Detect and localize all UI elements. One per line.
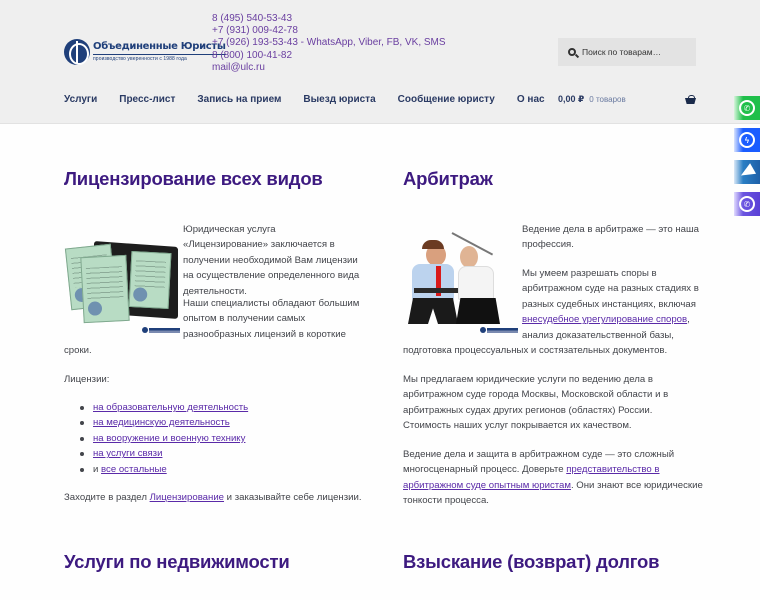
- license-link-weapons[interactable]: на вооружение и военную технику: [93, 432, 246, 444]
- site-logo[interactable]: [64, 38, 226, 66]
- telegram-button[interactable]: [734, 160, 760, 184]
- site-header: [0, 0, 760, 124]
- figure-shirt: [412, 264, 454, 300]
- image-watermark-logo: [142, 326, 180, 334]
- list-item: [80, 431, 248, 446]
- licensing-section-link[interactable]: Лицензирование: [149, 492, 225, 503]
- arbitrage-image: [406, 226, 518, 334]
- arbitrage-paragraph-3: Мы предлагаем юридические услуги по ведению дела в арбитражном суде города Москвы, Московской области и в арбитражных судах других регионов (областях) России. Стоимость наших услуг покрывается их качеством.: [403, 374, 669, 432]
- arbitrage-paragraph-1: Ведение дела в арбитраже — это наша профессия.: [522, 224, 699, 251]
- figure-head: [460, 246, 478, 268]
- figure-gi: [458, 266, 494, 300]
- logo-mark-icon: [64, 39, 90, 65]
- licensing-paragraph-2: Наши специалисты обладают большим опытом в получении самых разнообразных лицензий в короткие: [183, 298, 360, 340]
- cart-widget[interactable]: [558, 94, 696, 105]
- list-item: [80, 446, 248, 461]
- text-span: Мы умеем разрешать споры в арбитражном суде на разных стадиях в разных судебных инстанциях, включая: [522, 268, 699, 310]
- whatsapp-button[interactable]: [734, 96, 760, 120]
- logo-title: Объединенные Юристы: [93, 41, 226, 55]
- arbitrage-heading: Арбитраж: [403, 168, 493, 189]
- arbitrage-paragraph-4: [403, 447, 703, 509]
- search-icon[interactable]: [568, 48, 576, 56]
- whatsapp-icon: ✆: [739, 100, 755, 116]
- text-span: анализ доказательственной базы,: [522, 329, 674, 341]
- text-span: и заказывайте себе лицензии.: [224, 492, 362, 503]
- rifle-shape: [414, 288, 462, 293]
- text-span: Заходите в раздел: [64, 492, 150, 503]
- email-link[interactable]: mail@ulc.ru: [212, 61, 265, 73]
- licensing-paragraph-1: Юридическая услуга «Лицензирование» заключается в получении необходимой Вам лицензии на осуществление определенного вида деятельности.: [183, 224, 360, 297]
- search-input[interactable]: [582, 47, 692, 57]
- text-span: Ведение дела и защита в арбитражном суде — это сложный многосценарный процесс. Доверьте: [403, 449, 675, 476]
- phone-1[interactable]: 8 (495) 540-53-43: [212, 13, 293, 24]
- list-item: [80, 462, 248, 477]
- out-of-court-link[interactable]: внесудебное урегулирование споров: [522, 314, 688, 326]
- viber-button[interactable]: [734, 192, 760, 216]
- nav-item-about[interactable]: О нас: [516, 94, 545, 105]
- basket-icon[interactable]: [685, 95, 696, 104]
- representation-link[interactable]: представительство в арбитражном суде опытным юристам: [403, 464, 660, 491]
- nav-item-message[interactable]: Сообщение юристу: [397, 94, 495, 105]
- arbitrage-paragraph-2-end: подготовка процессуальных и состязательных документов.: [403, 345, 668, 356]
- contact-list: [212, 13, 446, 74]
- licenses-list: [80, 400, 248, 477]
- text-span: ,: [687, 314, 690, 326]
- viber-icon: ✆: [739, 196, 755, 212]
- nav-item-services[interactable]: Услуги: [64, 94, 98, 105]
- license-link-education[interactable]: на образовательную деятельность: [93, 402, 249, 413]
- licenses-label: Лицензии:: [64, 374, 110, 385]
- figure-pants: [408, 298, 458, 324]
- telegram-icon: [738, 163, 756, 180]
- figure-hakama: [456, 298, 500, 324]
- nav-item-lawyer-visit[interactable]: Выезд юриста: [303, 94, 376, 105]
- list-item: [80, 415, 248, 430]
- cart-count: 0 товаров: [589, 95, 626, 104]
- real-estate-heading: Услуги по недвижимости: [64, 551, 290, 572]
- debt-collection-heading: Взыскание (возврат) долгов: [403, 551, 660, 572]
- logo-subtitle: производство уверенности с 1988 года: [93, 56, 187, 62]
- main-nav: [64, 94, 567, 105]
- licensing-paragraph-2-end: сроки.: [64, 345, 92, 356]
- doc-shape: [80, 255, 129, 323]
- license-link-telecom[interactable]: на услуги связи: [93, 448, 163, 460]
- phone-2[interactable]: +7 (931) 009-42-78: [212, 25, 298, 37]
- messenger-button[interactable]: [734, 128, 760, 152]
- phone-3[interactable]: +7 (926) 193-53-43 - WhatsApp, Viber, FB, VK, SMS: [212, 37, 446, 49]
- phone-4[interactable]: 8 (800) 100-41-82: [212, 49, 293, 61]
- logo-text: [93, 41, 226, 63]
- image-watermark-logo: [480, 326, 518, 334]
- licenses-image: [64, 236, 180, 334]
- cart-amount: 0,00 ₽: [558, 94, 585, 104]
- nav-item-appointment[interactable]: Запись на прием: [197, 94, 282, 105]
- text-span: . Они знают все юридические тонкости процесса.: [403, 479, 703, 507]
- figure-hair: [422, 240, 444, 249]
- messenger-icon: ϟ: [739, 132, 755, 148]
- doc-shape: [129, 251, 172, 309]
- license-link-others[interactable]: все остальные: [101, 463, 167, 475]
- license-link-medical[interactable]: на медицинскую деятельность: [93, 417, 230, 429]
- arbitrage-paragraph-2: [522, 266, 702, 343]
- product-search: [558, 38, 696, 66]
- licensing-heading: Лицензирование всех видов: [64, 168, 323, 189]
- list-item: [80, 400, 248, 415]
- nav-item-press[interactable]: Пресс-лист: [119, 94, 176, 105]
- list-prefix: и: [93, 463, 102, 475]
- licensing-footer-text: [64, 490, 362, 505]
